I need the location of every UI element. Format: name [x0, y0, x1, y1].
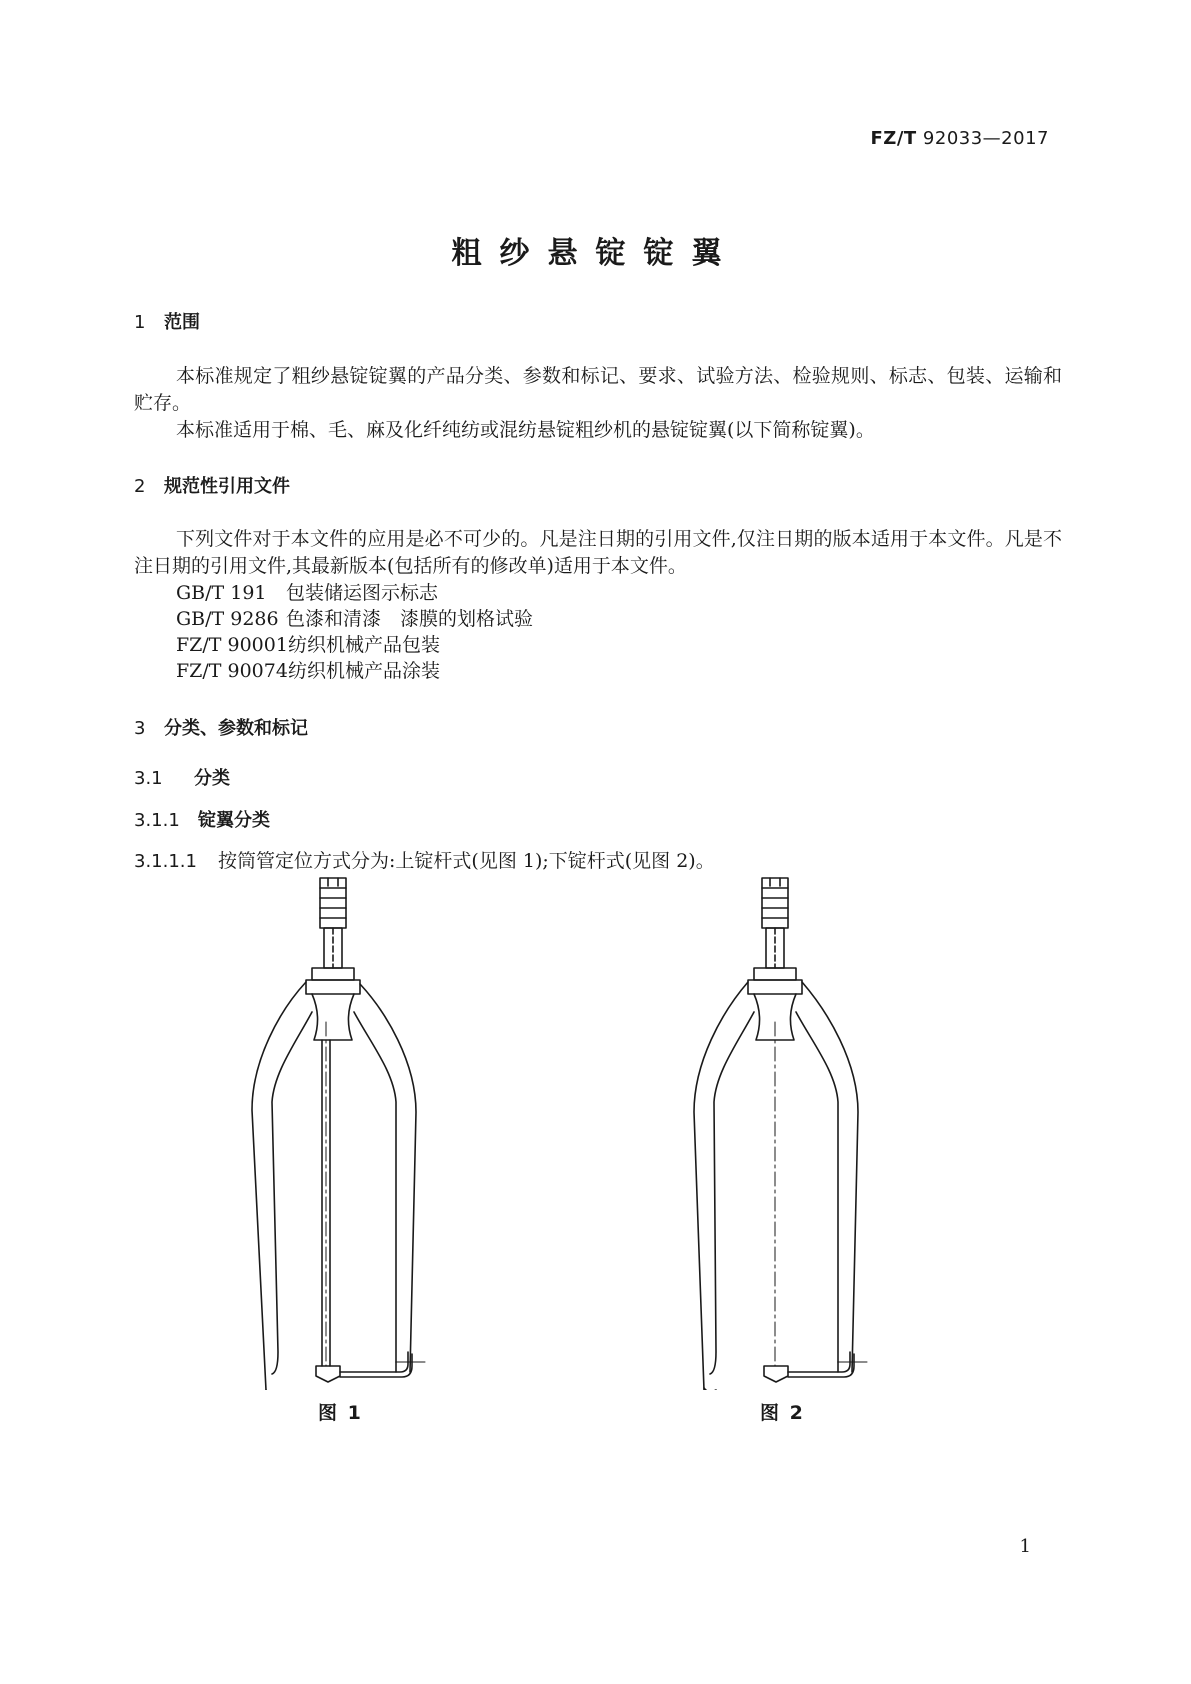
figure-1-flyer-drawing — [250, 872, 450, 1390]
figure-2-flyer-drawing — [692, 872, 892, 1390]
section-3-1-heading — [134, 764, 230, 790]
section-title: 分类 — [194, 768, 230, 789]
section-number: 1 — [134, 312, 146, 333]
reference-code: GB/T 191 — [176, 582, 267, 604]
section-number: 3 — [134, 718, 146, 739]
section-3-heading — [134, 714, 308, 740]
section-number: 3.1.1.1 — [134, 851, 197, 872]
reference-title: 纺织机械产品涂装 — [287, 660, 440, 682]
section-number: 3.1 — [134, 768, 163, 789]
standard-code — [870, 128, 1049, 149]
reference-item — [176, 658, 440, 685]
reference-item — [176, 632, 440, 659]
reference-title: 色漆和清漆 漆膜的划格试验 — [286, 608, 534, 630]
section-3-1-1-heading — [134, 806, 270, 832]
clause-text: 按筒管定位方式分为:上锭杆式(见图 1);下锭杆式(见图 2)。 — [218, 850, 715, 872]
document-title: 粗纱悬锭锭翼 — [451, 236, 740, 271]
reference-code: FZ/T 90001 — [176, 634, 288, 656]
standard-code-prefix: FZ/T — [870, 128, 917, 149]
section-1-paragraph-1: 本标准规定了粗纱悬锭锭翼的产品分类、参数和标记、要求、试验方法、检验规则、标志、包装、运输和贮存。 — [134, 365, 1062, 414]
section-title: 分类、参数和标记 — [164, 718, 308, 739]
section-title: 锭翼分类 — [198, 810, 270, 831]
page-number: 1 — [1019, 1536, 1031, 1557]
section-number: 3.1.1 — [134, 810, 180, 831]
section-3-1-1-1-clause — [134, 846, 715, 873]
section-1-paragraph-2: 本标准适用于棉、毛、麻及化纤纯纺或混纺悬锭粗纱机的悬锭锭翼(以下简称锭翼)。 — [176, 419, 875, 441]
reference-code: GB/T 9286 — [176, 608, 279, 630]
section-number: 2 — [134, 476, 146, 497]
reference-item — [176, 606, 533, 633]
section-2-paragraph-1: 下列文件对于本文件的应用是必不可少的。凡是注日期的引用文件,仅注日期的版本适用于本文件。凡是不注日期的引用文件,其最新版本(包括所有的修改单)适用于本文件。 — [134, 528, 1062, 577]
section-title: 规范性引用文件 — [164, 476, 290, 497]
figure-1-caption: 图 1 — [318, 1402, 363, 1424]
reference-title: 包装储运图示标志 — [286, 582, 439, 604]
section-title: 范围 — [164, 312, 200, 333]
section-2-heading — [134, 472, 290, 498]
reference-item — [176, 580, 438, 607]
reference-title: 纺织机械产品包装 — [287, 634, 440, 656]
standard-code-number: 92033—2017 — [922, 128, 1049, 149]
figure-2-caption: 图 2 — [760, 1402, 805, 1424]
section-1-heading — [134, 308, 200, 334]
reference-code: FZ/T 90074 — [176, 660, 288, 682]
